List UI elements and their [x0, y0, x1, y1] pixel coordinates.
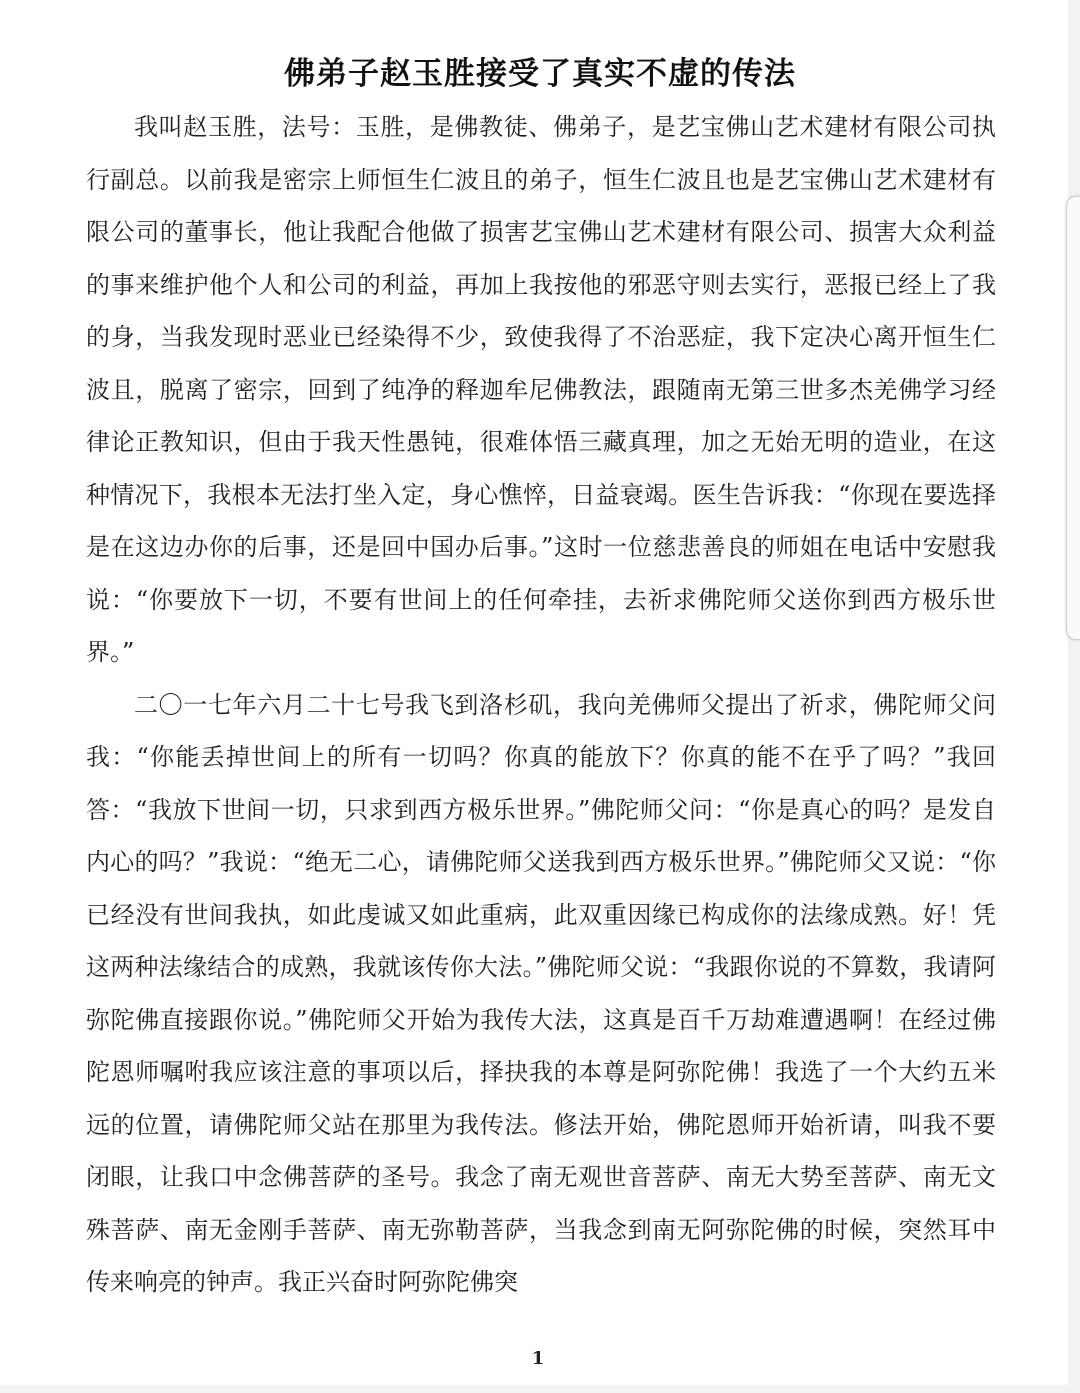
document-body [86, 101, 996, 1309]
page-number: 1 [531, 1348, 545, 1369]
document-title: 佛弟子赵玉胜接受了真实不虚的传法 [284, 56, 796, 92]
scroll-handle[interactable] [1066, 196, 1080, 640]
paragraph-2: 二〇一七年六月二十七号我飞到洛杉矶，我向羌佛师父提出了祈求，佛陀师父问我：“你能丢掉世间上的所有一切吗？你真的能放下？你真的能不在乎了吗？”我回答：“我放下世间一切，只求到西方极乐世界。”佛陀师父问：“你是真心的吗？是发自内心的吗？”我说：“绝无二心，请佛陀师父送我到西方极乐世界。”佛陀师父又说：“你已经没有世间我执，如此虔诚又如此重病，此双重因缘已构成你的法缘成熟。好！凭这两种法缘结合的成熟，我就该传你大法。”佛陀师父说：“我跟你说的不算数，我请阿弥陀佛直接跟你说。”佛陀师父开始为我传大法，这真是百千万劫难遭遇啊！在经过佛陀恩师嘱咐我应该注意的事项以后，择抉我的本尊是阿弥陀佛！我选了一个大约五米远的位置，请佛陀师父站在那里为我传法。修法开始，佛陀恩师开始祈请，叫我不要闭眼，让我口中念佛菩萨的圣号。我念了南无观世音菩萨、南无大势至菩萨、南无文殊菩萨、南无金刚手菩萨、南无弥勒菩萨，当我念到南无阿弥陀佛的时候，突然耳中传来响亮的钟声。我正兴奋时阿弥陀佛突 [86, 690, 996, 1296]
paragraph-1: 我叫赵玉胜，法号：玉胜，是佛教徒、佛弟子，是艺宝佛山艺术建材有限公司执行副总。以前我是密宗上师恒生仁波且的弟子，恒生仁波且也是艺宝佛山艺术建材有限公司的董事长，他让我配合他做了损害艺宝佛山艺术建材有限公司、损害大众利益的事来维护他个人和公司的利益，再加上我按他的邪恶守则去实行，恶报已经上了我的身，当我发现时恶业已经染得不少，致使我得了不治恶症，我下定决心离开恒生仁波且，脱离了密宗，回到了纯净的释迦牟尼佛教法，跟随南无第三世多杰羌佛学习经律论正教知识，但由于我天性愚钝，很难体悟三藏真理，加之无始无明的造业，在这种情况下，我根本无法打坐入定，身心憔悴，日益衰竭。医生告诉我：“你现在要选择是在这边办你的后事，还是回中国办后事。”这时一位慈悲善良的师姐在电话中安慰我说：“你要放下一切，不要有世间上的任何牵挂，去祈求佛陀师父送你到西方极乐世界。” [86, 113, 996, 666]
